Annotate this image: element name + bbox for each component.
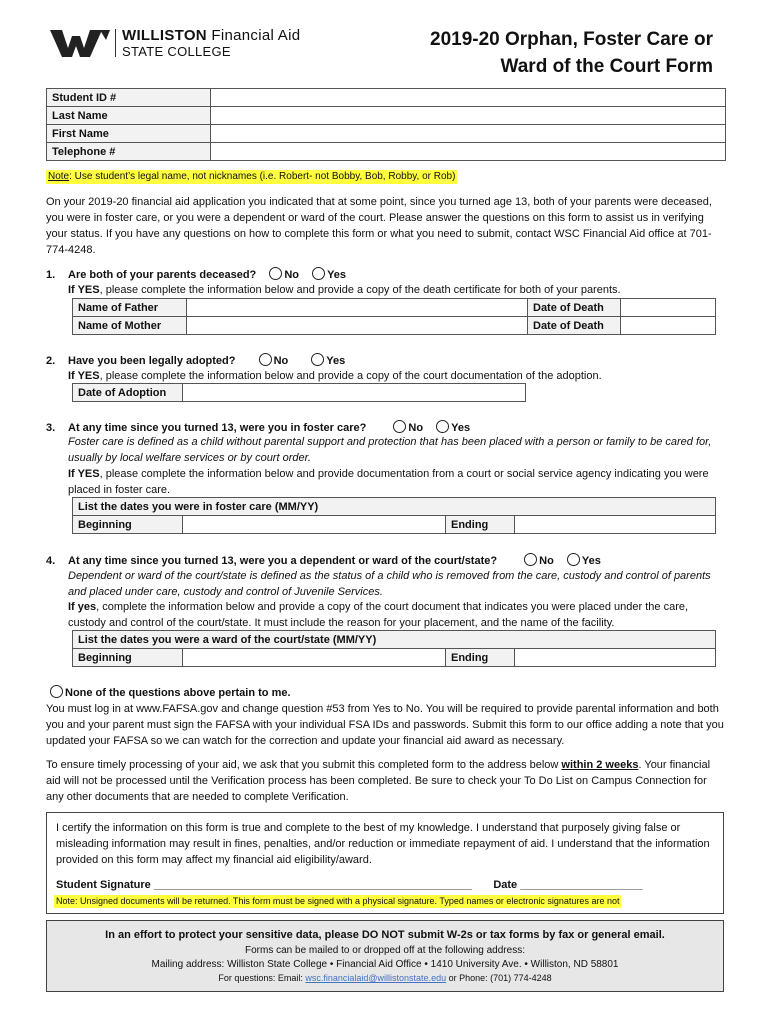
footer-box — [46, 920, 724, 992]
date-line[interactable]: Date ____________________ — [493, 879, 643, 891]
father-date-input[interactable] — [621, 299, 716, 317]
q3-definition: Foster care is defined as a child without parental support and protection that has been placed with a person or family to be cared for, usually by local welfare services or by court order. — [68, 436, 712, 464]
q4-dates-header: List the dates you were a ward of the court/state (MM/YY) — [73, 631, 716, 649]
signature-note: Note: Unsigned documents will be returned. This form must be signed with a physical signature. Typed names or electronic signatures are not — [56, 896, 620, 906]
form-title: 2019-20 Orphan, Foster Care or Ward of the Court Form — [430, 29, 713, 77]
q3-beginning-input[interactable] — [183, 516, 446, 534]
telephone-input[interactable] — [211, 143, 726, 161]
ending-label: Ending — [446, 649, 515, 667]
adoption-date-input[interactable] — [183, 384, 526, 402]
footer-contact: For questions: Email: wsc.financialaid@willistonstate.edu or Phone: (701) 774-4248 — [218, 973, 552, 983]
mother-date-input[interactable] — [621, 317, 716, 335]
date-of-death-label: Date of Death — [528, 317, 621, 335]
intro-paragraph: On your 2019-20 financial aid application you indicated that at some point, since you turned age 13, both of your parents were deceased, you were in foster care, or you were a dependent or ward of the court. Please answer the questions on this form to assist us in verifying your status. If you have any questions on how to complete this form or what you need to submit, contact WSC Financial Aid office at 701-774-4248. — [46, 196, 712, 256]
footer-mail-line: Forms can be mailed to or dropped off at the following address: — [245, 945, 525, 956]
logo-dept: Financial Aid — [211, 27, 301, 44]
q2-no-radio[interactable] — [259, 353, 272, 366]
footer-warning: In an effort to protect your sensitive data, please DO NOT submit W-2s or tax forms by fax or general email. — [105, 929, 665, 941]
field-label: First Name — [47, 125, 211, 143]
footer-address: Mailing address: Williston State College • Financial Aid Office • 1410 University Ave. • Williston, ND 58801 — [151, 959, 619, 970]
q1-yes-radio[interactable] — [312, 267, 325, 280]
certification-box — [46, 812, 724, 914]
date-of-death-label: Date of Death — [528, 299, 621, 317]
none-paragraph: You must log in at www.FAFSA.gov and change question #53 from Yes to No. You will be required to provide parental information and both you and your parent must sign the FAFSA with your individual FSA IDs and passwords. Submit this form to our office adding a note that you updated your FAFSA so we can watch for the correction and update your financial aid award as necessary. — [46, 703, 724, 747]
field-label: Student ID # — [47, 89, 211, 107]
first-name-input[interactable] — [211, 125, 726, 143]
q1-no-radio[interactable] — [269, 267, 282, 280]
q4-beginning-input[interactable] — [183, 649, 446, 667]
q3-yes-radio[interactable] — [436, 420, 449, 433]
student-info-table — [46, 88, 726, 161]
question-2: 2. Have you been legally adopted? No Yes — [46, 355, 346, 367]
beginning-label: Beginning — [73, 516, 183, 534]
q2-yes-radio[interactable] — [311, 353, 324, 366]
student-id-input[interactable] — [211, 89, 726, 107]
question-4: 4. At any time since you turned 13, were you a dependent or ward of the court/state? No Yes — [46, 555, 601, 567]
q3-ending-input[interactable] — [515, 516, 716, 534]
mother-name-label: Name of Mother — [73, 317, 187, 335]
date-of-adoption-label: Date of Adoption — [73, 384, 183, 402]
q2-table — [72, 383, 526, 402]
williston-logo-icon — [50, 28, 110, 58]
email-link[interactable]: wsc.financialaid@willistonstate.edu — [305, 973, 447, 983]
signature-line[interactable]: Student Signature ____________________________________________________ Date ____________________ — [56, 879, 643, 891]
logo-college: STATE COLLEGE — [122, 44, 231, 59]
question-1: 1. Are both of your parents deceased? No Yes — [46, 269, 347, 281]
logo-divider — [115, 29, 116, 57]
legal-name-note: Note: Use student’s legal name, not nicknames (i.e. Robert- not Bobby, Bob, Robby, or Rob) — [48, 171, 456, 182]
q4-ending-input[interactable] — [515, 649, 716, 667]
q3-table — [72, 497, 716, 534]
logo-title: WILLISTON Financial Aid — [122, 27, 301, 44]
timely-paragraph: To ensure timely processing of your aid, we ask that you submit this completed form to the address below within 2 weeks. Your financial aid will not be processed until the Verification process has been completed. Be sure to check your To Do List on Campus Connection for any other documents that are needed to complete Verification. — [46, 759, 711, 803]
father-name-label: Name of Father — [73, 299, 187, 317]
question-3: 3. At any time since you turned 13, were you in foster care? No Yes — [46, 422, 471, 434]
q4-no-radio[interactable] — [524, 553, 537, 566]
father-name-input[interactable] — [187, 299, 528, 317]
beginning-label: Beginning — [73, 649, 183, 667]
mother-name-input[interactable] — [187, 317, 528, 335]
field-label: Last Name — [47, 107, 211, 125]
q1-table — [72, 298, 716, 335]
none-option: None of the questions above pertain to me. — [50, 685, 291, 699]
certification-text: I certify the information on this form is true and complete to the best of my knowledge. I understand that purposely giving false or misleading information may result in fines, penalties, and/or reduction or immediate repayment of aid. I understand that the information provided on this form may affect my financial aid eligibility/award. — [56, 822, 710, 866]
q3-no-radio[interactable] — [393, 420, 406, 433]
q2-instructions: If YES, please complete the information below and provide a copy of the court documentation of the adoption. — [68, 370, 602, 382]
q3-dates-header: List the dates you were in foster care (MM/YY) — [73, 498, 716, 516]
q1-instructions: If YES, please complete the information below and provide a copy of the death certificate for both of your parents. — [68, 284, 621, 296]
q3-instructions: If YES, please complete the information below and provide documentation from a court or social service agency indicating you were placed in foster care. — [68, 468, 709, 496]
ending-label: Ending — [446, 516, 515, 534]
q4-definition: Dependent or ward of the court/state is defined as the status of a child who is removed from the care, custody and control of parents and placed under care, custody and control of Juvenile Services. — [68, 570, 711, 598]
field-label: Telephone # — [47, 143, 211, 161]
none-radio[interactable] — [50, 685, 63, 698]
q4-table — [72, 630, 716, 667]
last-name-input[interactable] — [211, 107, 726, 125]
q4-instructions: If yes, complete the information below and provide a copy of the court document that indicates you were placed under the care, custody and control of the court/state. It must include the reason for your placement, and the name of the facility. — [68, 601, 689, 629]
q4-yes-radio[interactable] — [567, 553, 580, 566]
